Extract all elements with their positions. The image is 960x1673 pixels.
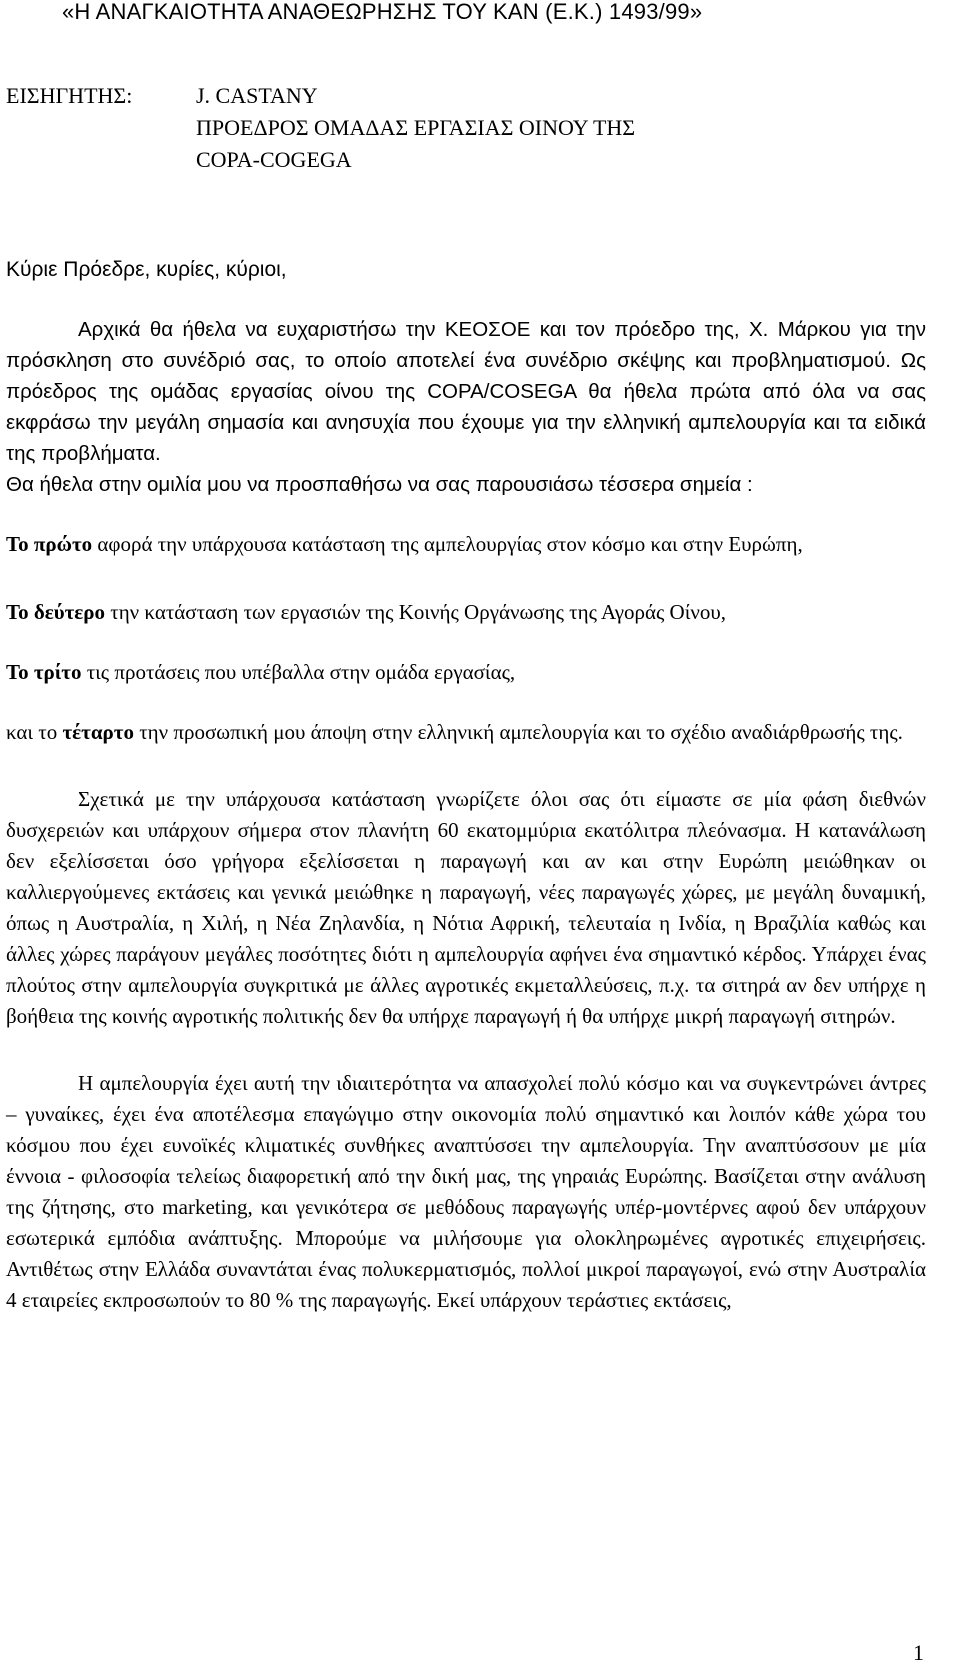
point-4-prefix: και το	[6, 720, 63, 744]
rapporteur-label: ΕΙΣΗΓΗΤΗΣ:	[6, 83, 133, 108]
greeting: Κύριε Πρόεδρε, κυρίες, κύριοι,	[6, 258, 287, 281]
rapporteur-role: ΠΡΟΕΔΡΟΣ ΟΜΑΔΑΣ ΕΡΓΑΣΙΑΣ ΟΙΝΟΥ ΤΗΣ	[196, 115, 636, 140]
intro-paragraph: Αρχικά θα ήθελα να ευχαριστήσω την ΚΕΟΣΟΕ και τον πρόεδρο της, Χ. Μάρκου για την πρόσκληση στο συνέδριό σας, το οποίο αποτελεί ένα συνέδριο σκέψης και προβληματισμού. Ως πρόεδρος της ομάδας εργασίας οίνου της COPA/COSEGA θα ήθελα πρώτα από όλα να σας εκφράσω την μεγάλη σημασία και ανησυχία που έχουμε για την ελληνική αμπελουργία και τα ειδικά της προβλήματα.	[6, 318, 926, 465]
point-2-text: την κατάσταση των εργασιών της Κοινής Οργάνωσης της Αγοράς Οίνου,	[105, 600, 727, 624]
point-4-label: τέταρτο	[62, 720, 134, 744]
paragraph-current-situation: Σχετικά με την υπάρχουσα κατάσταση γνωρίζετε όλοι σας ότι είμαστε σε μία φάση διεθνών δυσχερειών και υπάρχουν σήμερα στον πλανήτη 60 εκατομμύρια εκατόλιτρα πλεόνασμα. Η κατανάλωση δεν εξελίσσεται όσο γρήγορα εξελίσσεται η παραγωγή και αν και στην Ευρώπη μειώθηκαν οι καλλιεργούμενες εκτάσεις και γενικά μειώθηκε η παραγωγή, νέες παραγωγές χώρες, με μεγάλη δυναμική, όπως η Αυστραλία, η Χιλή, η Νέα Ζηλανδία, η Νότια Αφρική, τελευταία η Ινδία, η Βραζιλία καθώς και άλλες χώρες παράγουν μεγάλες ποσότητες διότι η αμπελουργία αφήνει ένα σημαντικό κέρδος. Υπάρχει ένας πλούτος στην αμπελουργία συγκριτικά με άλλες αγροτικές εκμεταλλεύσεις, π.χ. τα σιτηρά αν δεν υπήρχε η βοήθεια της κοινής αγροτικής πολιτικής δεν θα υπήρχε παραγωγή ή θα υπήρχε μικρή παραγωγή σιτηρών.	[6, 787, 926, 1028]
point-1	[6, 528, 926, 560]
point-3-label: Το τρίτο	[6, 660, 82, 684]
document-title: «Η ΑΝΑΓΚΑΙΟΤΗΤΑ ΑΝΑΘΕΩΡΗΣΗΣ ΤΟΥ ΚΑΝ (Ε.Κ.) 1493/99»	[62, 0, 703, 24]
point-1-text: αφορά την υπάρχουσα κατάσταση της αμπελουργίας στον κόσμο και στην Ευρώπη,	[92, 532, 803, 556]
page-number: 1	[913, 1640, 924, 1665]
point-2	[6, 596, 926, 628]
rapporteur-block	[6, 80, 926, 176]
point-4-text: την προσωπική μου άποψη στην ελληνική αμπελουργία και το σχέδιο αναδιάρθρωσής της.	[133, 720, 903, 744]
point-3	[6, 656, 926, 688]
point-2-label: Το δεύτερο	[6, 600, 106, 624]
rapporteur-details	[196, 80, 635, 176]
point-1-label: Το πρώτο	[6, 532, 93, 556]
point-3-text: τις προτάσεις που υπέβαλλα στην ομάδα εργασίας,	[81, 660, 516, 684]
rapporteur-name: J. CASTANY	[196, 83, 318, 108]
point-4	[6, 716, 926, 748]
rapporteur-organization: COPA-COGEGA	[196, 147, 352, 172]
points-intro: Θα ήθελα στην ομιλία μου να προσπαθήσω να σας παρουσιάσω τέσσερα σημεία :	[6, 473, 753, 496]
paragraph-viticulture: Η αμπελουργία έχει αυτή την ιδιαιτερότητα να απασχολεί πολύ κόσμο και να συγκεντρώνει άντρες – γυναίκες, έχει ένα αποτέλεσμα επαγώγιμο στην οικονομία πολύ σημαντικό και λοιπόν κάθε χώρα του κόσμου που έχει ευνοϊκές κλιματικές συνθήκες αναπτύσσει την αμπελουργία. Την αναπτύσσουν με μία έννοια - φιλοσοφία τελείως διαφορετική από την δική μας, της γηραιάς Ευρώπης. Βασίζεται στην ανάλυση της ζήτησης, στο marketing, και γενικότερα σε μεθόδους παραγωγής υπέρ-μοντέρνες αφού δεν υπάρχουν εσωτερικά εμπόδια ανάπτυξης. Μπορούμε να μιλήσουμε για ολοκληρωμένες αγροτικές επιχειρήσεις. Αντιθέτως στην Ελλάδα συναντάται ένας πολυκερματισμός, πολλοί μικροί παραγωγοί, ενώ στην Αυστραλία 4 εταιρείες εκπροσωπούν το 80 % της παραγωγής. Εκεί υπάρχουν τεράστιες εκτάσεις,	[6, 1071, 926, 1312]
